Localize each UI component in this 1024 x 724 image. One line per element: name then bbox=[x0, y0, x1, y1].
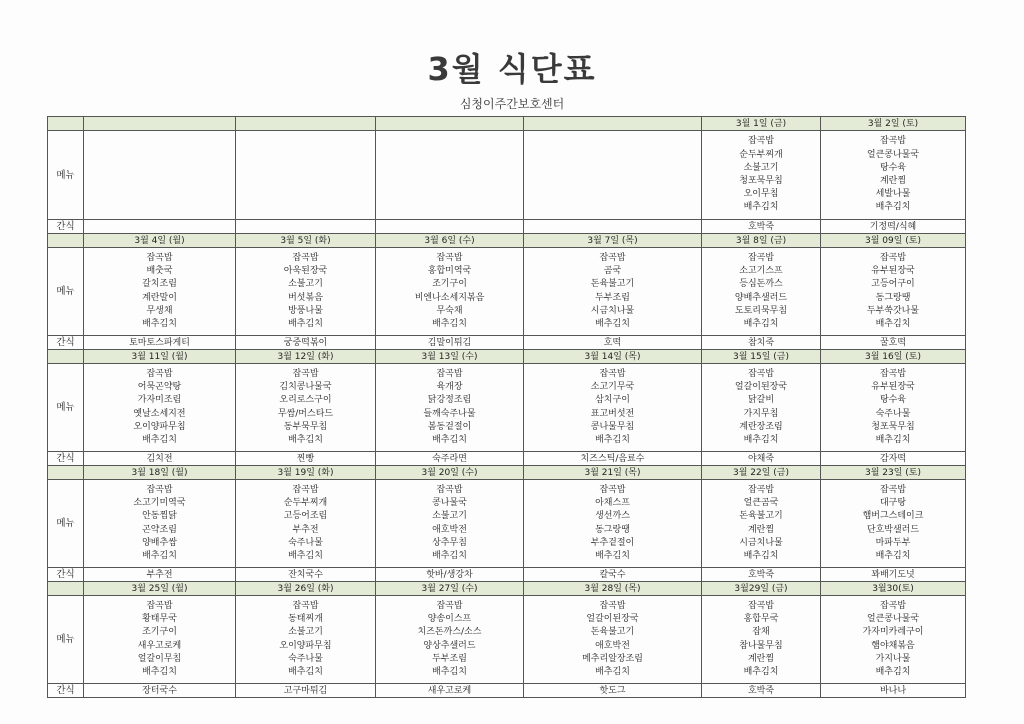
day-menu bbox=[84, 248, 236, 336]
menu-item: 표고버섯전 bbox=[590, 408, 635, 419]
menu-item: 배추김치 bbox=[432, 666, 467, 677]
day-snack: 핫도그 bbox=[524, 684, 702, 698]
menu-item: 홍합미역국 bbox=[427, 266, 472, 277]
day-menu bbox=[376, 364, 524, 452]
day-menu bbox=[821, 480, 966, 568]
day-date: 3월 20일 (수) bbox=[376, 466, 524, 480]
menu-item: 잡곡밥 bbox=[292, 600, 319, 611]
menu-item: 양송이스프 bbox=[427, 614, 472, 625]
day-date: 3월 12일 (화) bbox=[236, 350, 376, 364]
menu-item: 잡곡밥 bbox=[146, 368, 173, 379]
page-title: 3월 식단표 bbox=[427, 50, 597, 88]
menu-item: 동그랑땡 bbox=[595, 524, 630, 535]
menu-item: 두부조림 bbox=[432, 653, 467, 664]
day-date: 3월30(토) bbox=[821, 582, 966, 596]
day-menu bbox=[376, 131, 524, 220]
menu-item: 잡곡밥 bbox=[436, 484, 463, 495]
menu-item: 계란찜 bbox=[747, 653, 775, 664]
menu-item: 잡곡밥 bbox=[599, 252, 626, 263]
menu-item: 잡곡밥 bbox=[436, 368, 463, 379]
day-snack: 호박죽 bbox=[702, 220, 821, 234]
menu-item: 배추김치 bbox=[743, 202, 779, 213]
menu-item: 육개장 bbox=[436, 382, 463, 393]
menu-item: 애호박전 bbox=[432, 524, 467, 535]
day-menu bbox=[236, 480, 376, 568]
menu-item: 상추무침 bbox=[432, 537, 467, 548]
day-date: 3월 2일 (토) bbox=[821, 117, 966, 131]
day-date: 3월 26일 (화) bbox=[236, 582, 376, 596]
day-menu bbox=[84, 480, 236, 568]
day-menu bbox=[236, 364, 376, 452]
date-header-row bbox=[48, 234, 966, 248]
day-date: 3월 6일 (수) bbox=[376, 234, 524, 248]
menu-item: 배추김치 bbox=[743, 666, 779, 677]
day-snack: 꽈배기도넛 bbox=[821, 568, 966, 582]
menu-item: 소불고기 bbox=[432, 511, 467, 522]
day-date: 3월 18일 (월) bbox=[84, 466, 236, 480]
menu-item: 오이양파무침 bbox=[133, 421, 186, 432]
day-date: 3월 8일 (금) bbox=[702, 234, 821, 248]
row-label-blank bbox=[48, 234, 84, 248]
menu-item: 순두부찌개 bbox=[739, 149, 783, 160]
menu-item: 고등어조림 bbox=[283, 511, 328, 522]
menu-item: 배추김치 bbox=[288, 434, 323, 445]
day-snack: 참치죽 bbox=[702, 336, 821, 350]
menu-item: 소불고기 bbox=[743, 162, 779, 173]
menu-row bbox=[48, 248, 966, 336]
date-header-row bbox=[48, 117, 966, 131]
date-header-row bbox=[48, 582, 966, 596]
menu-item: 소고기무국 bbox=[590, 382, 635, 393]
day-snack bbox=[236, 220, 376, 234]
menu-item: 소불고기 bbox=[288, 627, 323, 638]
menu-item: 부추전 bbox=[292, 524, 319, 535]
day-menu bbox=[84, 364, 236, 452]
day-menu bbox=[821, 364, 966, 452]
snack-row bbox=[48, 452, 966, 466]
menu-item: 무생채 bbox=[146, 305, 173, 316]
snack-label: 간식 bbox=[48, 336, 84, 350]
menu-item: 아욱된장국 bbox=[283, 266, 328, 277]
day-date bbox=[236, 117, 376, 131]
menu-item: 소불고기 bbox=[288, 279, 323, 290]
menu-item: 생선까스 bbox=[595, 511, 630, 522]
menu-item: 대구탕 bbox=[879, 498, 907, 509]
menu-item: 배추김치 bbox=[288, 666, 323, 677]
day-date: 3월 21일 (목) bbox=[524, 466, 702, 480]
menu-item: 잡곡밥 bbox=[292, 368, 319, 379]
day-menu bbox=[702, 480, 821, 568]
menu-item: 애호박전 bbox=[595, 640, 630, 651]
menu-item: 햄야채볶음 bbox=[871, 640, 915, 651]
day-snack: 궁중떡볶이 bbox=[236, 336, 376, 350]
menu-label: 메뉴 bbox=[48, 248, 84, 336]
day-date: 3월 28일 (목) bbox=[524, 582, 702, 596]
row-label-blank bbox=[48, 350, 84, 364]
menu-item: 계란찜 bbox=[747, 524, 775, 535]
menu-item: 배추김치 bbox=[142, 550, 177, 561]
day-date: 3월29일 (금) bbox=[702, 582, 821, 596]
menu-item: 잡곡밥 bbox=[599, 368, 626, 379]
menu-item: 잡곡밥 bbox=[292, 484, 319, 495]
day-snack: 칼국수 bbox=[524, 568, 702, 582]
day-menu bbox=[236, 131, 376, 220]
day-menu bbox=[702, 596, 821, 684]
menu-item: 잡곡밥 bbox=[146, 600, 173, 611]
menu-item: 잡곡밥 bbox=[146, 484, 173, 495]
day-snack: 숙주라면 bbox=[376, 452, 524, 466]
menu-item: 청포묵무침 bbox=[871, 421, 915, 432]
menu-item: 부추겉절이 bbox=[590, 537, 635, 548]
day-date bbox=[84, 117, 236, 131]
day-menu bbox=[376, 248, 524, 336]
row-label-blank bbox=[48, 582, 84, 596]
menu-item: 동태찌개 bbox=[288, 614, 323, 625]
day-menu bbox=[376, 480, 524, 568]
day-date: 3월 22일 (금) bbox=[702, 466, 821, 480]
menu-item: 배추김치 bbox=[875, 318, 911, 329]
snack-label: 간식 bbox=[48, 452, 84, 466]
date-header-row bbox=[48, 350, 966, 364]
menu-item: 메추리알장조림 bbox=[582, 653, 643, 664]
menu-item: 동그랑땡 bbox=[875, 292, 911, 303]
day-snack: 장터국수 bbox=[84, 684, 236, 698]
menu-item: 도토리묵무침 bbox=[734, 305, 788, 316]
day-snack: 김말이튀김 bbox=[376, 336, 524, 350]
day-snack: 핫바/생강차 bbox=[376, 568, 524, 582]
menu-item: 계란찜 bbox=[879, 176, 907, 186]
day-snack: 호떡 bbox=[524, 336, 702, 350]
menu-item: 홍합무국 bbox=[743, 614, 779, 625]
menu-item: 배추김치 bbox=[875, 434, 911, 445]
menu-item: 닭갈비 bbox=[747, 395, 775, 406]
menu-item: 갈치조림 bbox=[142, 279, 177, 290]
menu-item: 배추김치 bbox=[432, 434, 467, 445]
menu-item: 유부된장국 bbox=[871, 266, 915, 277]
menu-item: 김치콩나물국 bbox=[279, 382, 332, 393]
menu-row bbox=[48, 364, 966, 452]
menu-item: 콩나물국 bbox=[432, 498, 467, 509]
menu-item: 단호박샐러드 bbox=[866, 524, 920, 535]
menu-item: 얼큰콩나물국 bbox=[866, 614, 920, 625]
menu-item: 잡곡밥 bbox=[879, 136, 907, 147]
menu-item: 옛날소세지전 bbox=[133, 408, 186, 419]
day-snack bbox=[376, 220, 524, 234]
day-menu bbox=[702, 248, 821, 336]
menu-item: 비엔나소세지볶음 bbox=[414, 292, 485, 303]
menu-item: 탕수육 bbox=[879, 395, 907, 406]
menu-item: 배춧국 bbox=[146, 266, 173, 277]
menu-item: 봄동겉절이 bbox=[427, 421, 472, 432]
day-date: 3월 19일 (화) bbox=[236, 466, 376, 480]
snack-row bbox=[48, 684, 966, 698]
menu-item: 소고기미역국 bbox=[133, 498, 186, 509]
day-menu bbox=[524, 248, 702, 336]
day-snack: 감자떡 bbox=[821, 452, 966, 466]
menu-item: 잡곡밥 bbox=[747, 484, 775, 495]
menu-item: 잡곡밥 bbox=[599, 484, 626, 495]
menu-item: 조기구이 bbox=[142, 627, 177, 638]
menu-item: 들깨숙주나물 bbox=[423, 408, 476, 419]
menu-item: 잡곡밥 bbox=[879, 484, 907, 495]
menu-item: 얼큰콩나물국 bbox=[866, 149, 920, 160]
day-menu bbox=[376, 596, 524, 684]
menu-item: 계란말이 bbox=[142, 292, 177, 303]
menu-item: 배추김치 bbox=[875, 666, 911, 677]
day-date: 3월 09일 (토) bbox=[821, 234, 966, 248]
day-date: 3월 5일 (화) bbox=[236, 234, 376, 248]
snack-row bbox=[48, 568, 966, 582]
day-snack: 토마토스파게티 bbox=[84, 336, 236, 350]
menu-item: 잡곡밥 bbox=[292, 252, 319, 263]
day-snack: 잔치국수 bbox=[236, 568, 376, 582]
menu-item: 양상추샐러드 bbox=[423, 640, 476, 651]
day-snack bbox=[84, 220, 236, 234]
day-menu bbox=[821, 596, 966, 684]
menu-item: 얼갈이무침 bbox=[137, 653, 182, 664]
day-date: 3월 4일 (월) bbox=[84, 234, 236, 248]
meal-plan-table bbox=[47, 116, 966, 698]
menu-item: 치즈돈까스/소스 bbox=[417, 627, 482, 638]
menu-item: 잡곡밥 bbox=[436, 600, 463, 611]
menu-item: 햄버그스테이크 bbox=[862, 511, 924, 522]
menu-item: 안동찜닭 bbox=[142, 511, 177, 522]
menu-label: 메뉴 bbox=[48, 131, 84, 220]
menu-item: 닭강정조림 bbox=[427, 395, 472, 406]
menu-item: 가자미조림 bbox=[137, 395, 182, 406]
menu-item: 얼큰곰국 bbox=[743, 498, 779, 509]
menu-item: 황태무국 bbox=[142, 614, 177, 625]
menu-item: 배추김치 bbox=[432, 318, 467, 329]
menu-item: 잡곡밥 bbox=[747, 368, 775, 379]
day-date: 3월 25일 (월) bbox=[84, 582, 236, 596]
menu-item: 배추김치 bbox=[743, 434, 779, 445]
menu-item: 가지무침 bbox=[743, 408, 779, 419]
menu-item: 오리로스구이 bbox=[279, 395, 332, 406]
menu-item: 배추김치 bbox=[595, 434, 630, 445]
day-menu bbox=[702, 364, 821, 452]
day-snack: 김치전 bbox=[84, 452, 236, 466]
day-date: 3월 27일 (수) bbox=[376, 582, 524, 596]
menu-item: 순두부찌개 bbox=[283, 498, 328, 509]
menu-item: 무숙채 bbox=[436, 305, 463, 316]
row-label-blank bbox=[48, 117, 84, 131]
menu-item: 잡곡밥 bbox=[436, 252, 463, 263]
day-menu bbox=[702, 131, 821, 220]
day-snack: 기정떡/식혜 bbox=[821, 220, 966, 234]
menu-item: 조기구이 bbox=[432, 279, 467, 290]
day-snack: 치즈스틱/음료수 bbox=[524, 452, 702, 466]
menu-item: 돈육불고기 bbox=[739, 511, 783, 522]
menu-item: 잡곡밥 bbox=[747, 600, 775, 611]
day-snack: 바나나 bbox=[821, 684, 966, 698]
menu-item: 배추김치 bbox=[595, 318, 630, 329]
day-date: 3월 11일 (월) bbox=[84, 350, 236, 364]
day-snack bbox=[524, 220, 702, 234]
date-header-row bbox=[48, 466, 966, 480]
menu-item: 세발나물 bbox=[875, 189, 911, 200]
snack-label: 간식 bbox=[48, 220, 84, 234]
day-snack: 부추전 bbox=[84, 568, 236, 582]
day-date: 3월 14일 (목) bbox=[524, 350, 702, 364]
menu-item: 버섯볶음 bbox=[288, 292, 323, 303]
menu-item: 곰국 bbox=[603, 266, 622, 277]
snack-label: 간식 bbox=[48, 568, 84, 582]
menu-item: 어묵곤약탕 bbox=[137, 382, 182, 393]
menu-item: 숙주나물 bbox=[288, 537, 323, 548]
menu-item: 소고기스프 bbox=[739, 266, 783, 277]
center-name: 심청이주간보호센터 bbox=[459, 97, 565, 111]
menu-row bbox=[48, 596, 966, 684]
day-date: 3월 13일 (수) bbox=[376, 350, 524, 364]
menu-item: 잡곡밥 bbox=[879, 368, 907, 379]
day-menu bbox=[524, 480, 702, 568]
menu-item: 잡곡밥 bbox=[747, 252, 775, 263]
menu-item: 유부된장국 bbox=[871, 382, 915, 393]
menu-item: 삼치구이 bbox=[595, 395, 630, 406]
menu-item: 잡곡밥 bbox=[747, 136, 775, 147]
menu-item: 잡채 bbox=[752, 627, 770, 638]
menu-item: 청포묵무침 bbox=[739, 176, 783, 186]
menu-row bbox=[48, 480, 966, 568]
menu-item: 새우고로케 bbox=[137, 640, 182, 651]
menu-item: 시금치나물 bbox=[739, 537, 783, 548]
day-date: 3월 1일 (금) bbox=[702, 117, 821, 131]
menu-item: 방풍나물 bbox=[288, 305, 323, 316]
day-date: 3월 16일 (토) bbox=[821, 350, 966, 364]
menu-item: 참나물무침 bbox=[739, 640, 783, 651]
menu-item: 시금치나물 bbox=[590, 305, 635, 316]
menu-item: 콩나물무침 bbox=[590, 421, 635, 432]
menu-item: 곤약조림 bbox=[142, 524, 177, 535]
day-snack: 호박죽 bbox=[702, 568, 821, 582]
menu-item: 얼갈이된장국 bbox=[586, 614, 639, 625]
menu-item: 배추김치 bbox=[743, 550, 779, 561]
menu-item: 잡곡밥 bbox=[146, 252, 173, 263]
menu-item: 배추김치 bbox=[142, 318, 177, 329]
menu-item: 배추김치 bbox=[595, 666, 630, 677]
menu-item: 숙주나물 bbox=[875, 408, 911, 419]
day-menu bbox=[821, 131, 966, 220]
snack-row bbox=[48, 336, 966, 350]
day-date: 3월 7일 (목) bbox=[524, 234, 702, 248]
menu-label: 메뉴 bbox=[48, 364, 84, 452]
menu-item: 돈육불고기 bbox=[590, 279, 635, 290]
day-date bbox=[524, 117, 702, 131]
menu-item: 동부묵무침 bbox=[283, 421, 328, 432]
day-snack: 호박죽 bbox=[702, 684, 821, 698]
menu-item: 잡곡밥 bbox=[879, 600, 907, 611]
day-date: 3월 23일 (토) bbox=[821, 466, 966, 480]
menu-item: 마파두부 bbox=[875, 537, 911, 548]
day-date: 3월 15일 (금) bbox=[702, 350, 821, 364]
menu-item: 계란장조림 bbox=[739, 421, 783, 432]
menu-item: 두부조림 bbox=[595, 292, 630, 303]
menu-label: 메뉴 bbox=[48, 480, 84, 568]
menu-item: 양배추샐러드 bbox=[734, 292, 788, 303]
menu-item: 배추김치 bbox=[288, 318, 323, 329]
day-snack: 찐빵 bbox=[236, 452, 376, 466]
day-snack: 고구마튀김 bbox=[236, 684, 376, 698]
day-date bbox=[376, 117, 524, 131]
menu-item: 배추김치 bbox=[432, 550, 467, 561]
menu-item: 가지나물 bbox=[875, 653, 911, 664]
day-menu bbox=[524, 131, 702, 220]
day-menu bbox=[524, 596, 702, 684]
snack-label: 간식 bbox=[48, 684, 84, 698]
menu-label: 메뉴 bbox=[48, 596, 84, 684]
menu-item: 고등어구이 bbox=[871, 279, 915, 290]
menu-item: 아채스프 bbox=[595, 498, 630, 509]
menu-item: 배추김치 bbox=[142, 666, 177, 677]
menu-item: 배추김치 bbox=[595, 550, 630, 561]
day-menu bbox=[236, 596, 376, 684]
menu-item: 오이무침 bbox=[743, 189, 779, 200]
menu-item: 배추김치 bbox=[875, 550, 911, 561]
day-snack: 야채죽 bbox=[702, 452, 821, 466]
menu-item: 배추김치 bbox=[288, 550, 323, 561]
menu-item: 등심돈까스 bbox=[739, 279, 783, 290]
day-menu bbox=[84, 596, 236, 684]
row-label-blank bbox=[48, 466, 84, 480]
menu-item: 가자미카레구이 bbox=[862, 627, 924, 638]
menu-item: 배추김치 bbox=[875, 202, 911, 213]
menu-item: 탕수육 bbox=[879, 162, 907, 173]
menu-item: 얼갈이된장국 bbox=[734, 382, 788, 393]
snack-row bbox=[48, 220, 966, 234]
day-snack: 꿀호떡 bbox=[821, 336, 966, 350]
menu-item: 양배추쌈 bbox=[142, 537, 177, 548]
menu-item: 무쌈/머스타드 bbox=[277, 408, 334, 419]
day-menu bbox=[236, 248, 376, 336]
menu-item: 오이양파무침 bbox=[279, 640, 332, 651]
menu-row bbox=[48, 131, 966, 220]
menu-item: 두부쑥갓나물 bbox=[866, 305, 920, 316]
day-menu bbox=[524, 364, 702, 452]
menu-item: 잡곡밥 bbox=[599, 600, 626, 611]
day-menu bbox=[821, 248, 966, 336]
day-snack: 새우고로케 bbox=[376, 684, 524, 698]
menu-item: 잡곡밥 bbox=[879, 252, 907, 263]
menu-item: 숙주나물 bbox=[288, 653, 323, 664]
day-menu bbox=[84, 131, 236, 220]
menu-item: 돈육불고기 bbox=[590, 627, 635, 638]
menu-item: 배추김치 bbox=[142, 434, 177, 445]
menu-item: 배추김치 bbox=[743, 318, 779, 329]
